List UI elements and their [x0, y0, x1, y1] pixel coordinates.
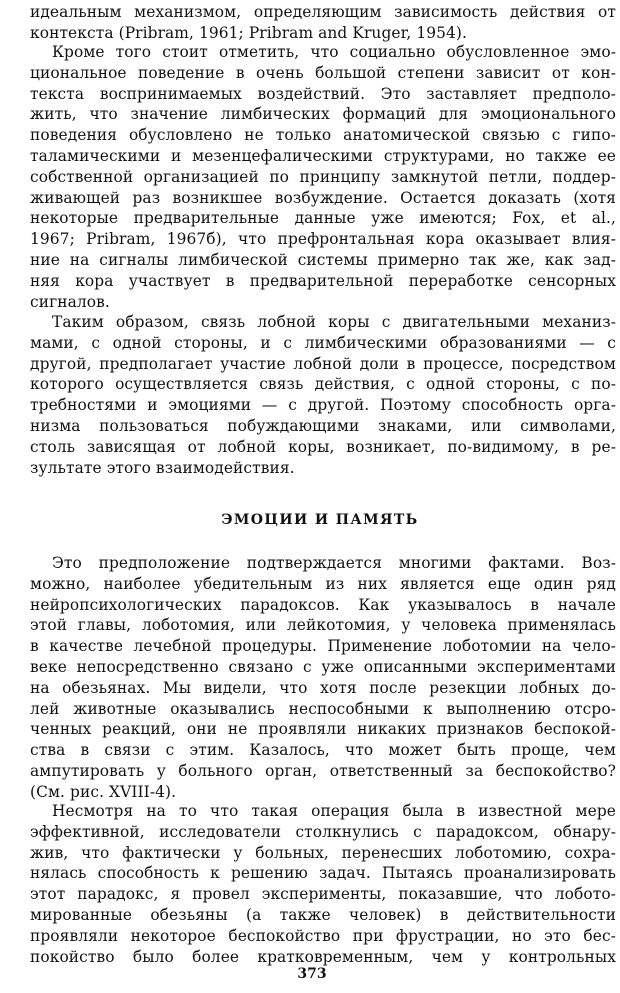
- text-line: няя кора участвует в предварительной переработке сенсорных: [30, 271, 616, 290]
- paragraph-limbic-context: [30, 42, 616, 312]
- text-line: Кроме того стоит отметить, что социально обусловленное эмо-: [52, 43, 616, 61]
- text-line: Таким образом, связь лобной коры с двигательными механиз-: [52, 313, 616, 331]
- text-line: (См. рис. XVIII-4).: [30, 782, 177, 801]
- text-line: проявляли некоторое беспокойство при фрустрации, но это бес-: [30, 926, 616, 945]
- text-line: таламическими и мезенцефалическими структурами, но также ее: [30, 146, 616, 165]
- text-line: Несмотря на то что такая операция была в известной мере: [52, 802, 616, 820]
- text-line: 1967; Pribram, 1967б), что префронтальная кора оказывает влия-: [30, 230, 616, 249]
- text-line: лей животные оказывались неспособными к выполнению отсро-: [30, 699, 616, 718]
- text-line: низма пользоваться побуждающими знаками, или символами,: [30, 416, 616, 435]
- text-line: ства в связи с этим. Казалось, что может быть проще, чем: [30, 741, 616, 760]
- text-line: этот парадокс, я провел эксперименты, показавшие, что лобото-: [30, 885, 616, 904]
- text-line: собственной организацией по принципу замкнутой петли, поддер-: [30, 167, 616, 186]
- paragraph-frontal-cortex: [30, 312, 616, 478]
- text-line: идеальным механизмом, определяющим зависимость действия от: [30, 3, 616, 21]
- text-line: мированные обезьяны (а также человек) в действительности: [30, 905, 616, 924]
- text-line: ампутировать у больного орган, ответственный за беспокойство?: [30, 761, 616, 780]
- text-line: жив, что фактически у больных, перенесших лоботомию, сохра-: [30, 843, 616, 862]
- text-line: требностями и эмоциями — с другой. Поэтому способность орга-: [30, 396, 616, 415]
- text-line: покойство было более кратковременным, чем у контрольных: [30, 947, 616, 966]
- section-heading: ЭМОЦИИ И ПАМЯТЬ: [221, 512, 419, 528]
- text-line: Это предположение подтверждается многими фактами. Воз-: [52, 554, 616, 572]
- paragraph-continuation: [30, 2, 616, 44]
- text-line: можно, наиболее убедительным из них является еще один ряд: [30, 574, 616, 593]
- paragraph-paradox: [30, 801, 616, 967]
- text-line: на обезьянах. Мы видели, что хотя после резекции лобных до-: [30, 678, 616, 697]
- text-line: ченных реакций, они не проявляли никаких признаков беспокой-: [30, 720, 616, 739]
- text-line: поведения обусловлено не только анатомической связью с гипо-: [30, 126, 616, 145]
- text-line: этой главы, лоботомия, или лейкотомия, у человека применялась: [30, 616, 616, 635]
- text-line: в качестве лечебной процедуры. Применение лоботомии на чело-: [30, 637, 616, 656]
- text-line: которого осуществляется связь действия, с одной стороны, с по-: [30, 375, 616, 394]
- text-line: сигналов.: [30, 292, 110, 311]
- text-line: циональное поведение в очень большой степени зависит от кон-: [30, 63, 616, 82]
- text-line: ние на сигналы лимбической системы примерно так же, как зад-: [30, 250, 616, 269]
- text-line: жить, что значение лимбических формаций для эмоционального: [30, 105, 616, 124]
- text-line: другой, предполагает участие лобной доли в процессе, посредством: [30, 354, 616, 373]
- text-line: эффективной, исследователи столкнулись с парадоксом, обнару-: [30, 822, 616, 841]
- text-line: нейропсихологических парадоксов. Как указывалось в начале: [30, 595, 616, 614]
- paragraph-lobotomy: [30, 553, 616, 803]
- page-number: 373: [297, 966, 327, 982]
- text-line: зультате этого взаимодействия.: [30, 458, 295, 477]
- text-line: текста воспринимаемых воздействий. Это заставляет предполо-: [30, 84, 616, 103]
- text-line: некоторые предварительные данные уже имеются; Fox, et al.,: [30, 209, 616, 228]
- text-line: контекста (Pribram, 1961; Pribram and Kruger, 1954).: [30, 23, 468, 42]
- text-line: столь зависящая от лобной коры, возникает, по-видимому, в ре-: [30, 437, 616, 456]
- text-line: нялась способность к решению задач. Пытаясь проанализировать: [30, 864, 616, 883]
- text-line: мами, с одной стороны, и с лимбическими образованиями — с: [30, 333, 616, 352]
- text-line: живающей раз возникшее возбуждение. Остается доказать (хотя: [30, 188, 616, 207]
- text-line: веке непосредственно связано с уже описанными экспериментами: [30, 657, 616, 676]
